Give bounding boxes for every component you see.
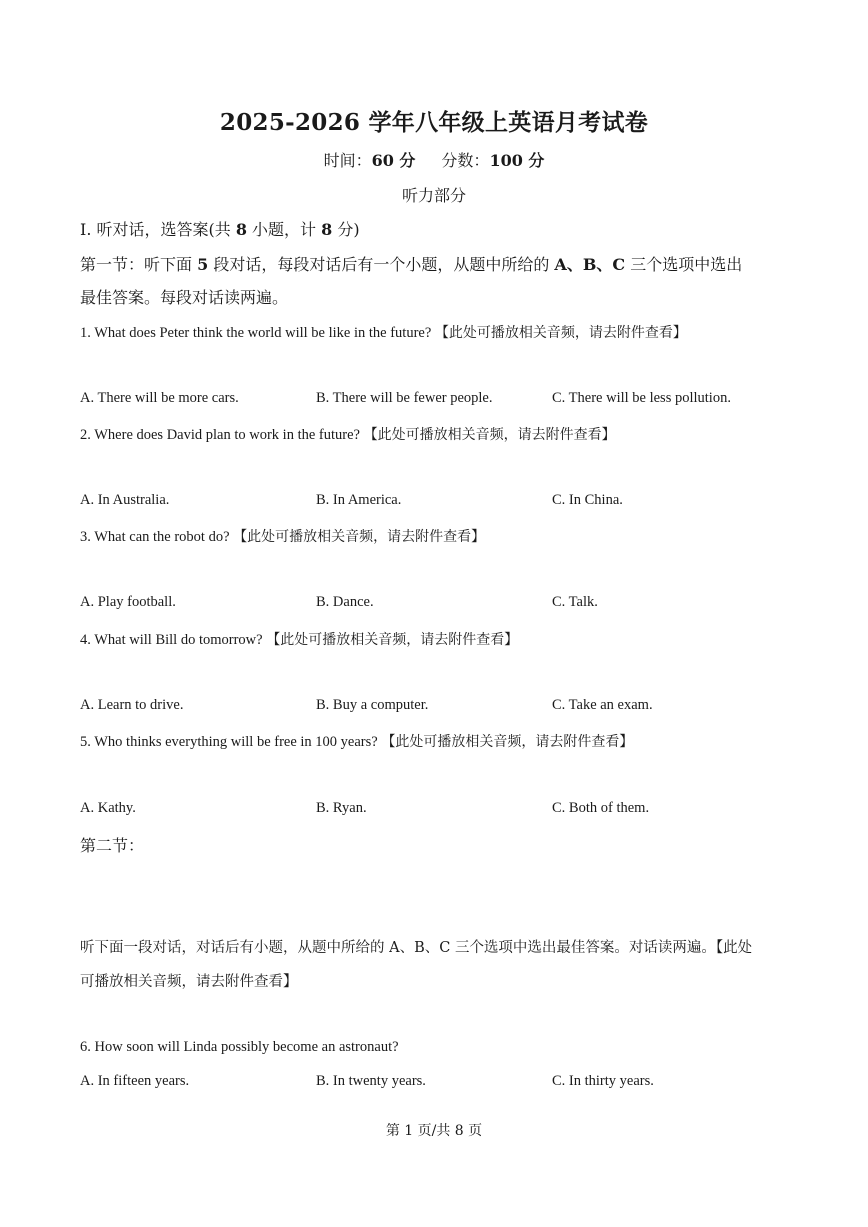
question-1-stem	[80, 322, 687, 342]
option-c: C. Take an exam.	[552, 697, 653, 713]
section1-heading-suffix: 分)	[332, 220, 360, 239]
intro-options: A、B、C	[554, 255, 626, 274]
question-6-stem: 6. How soon will Linda possibly become an astronaut?	[80, 1039, 399, 1055]
question-text: 1. What does Peter think the world will be like in the future?	[80, 325, 432, 341]
option-c: C. Both of them.	[552, 800, 650, 816]
time-value: 60 分	[371, 151, 416, 170]
option-a: A. Kathy.	[80, 800, 136, 816]
audio-placeholder: 【此处可播放相关音频，请去附件查看】	[233, 529, 486, 545]
exam-title: 2025-2026 学年八年级上英语月考试卷	[219, 109, 649, 136]
question-text: 2. Where does David plan to work in the future?	[80, 427, 360, 443]
question-text: 4. What will Bill do tomorrow?	[80, 632, 263, 648]
part-name: 听力部分	[401, 186, 466, 205]
page-number: 第 1 页/共 8 页	[385, 1123, 483, 1139]
audio-placeholder: 【此处可播放相关音频，请去附件查看】	[266, 632, 519, 648]
question-4-stem	[80, 629, 518, 649]
intro-count: 5	[197, 255, 209, 274]
score-label: 分数：	[441, 151, 490, 170]
option-b: B. In America.	[316, 492, 402, 508]
section1-heading-count: 8	[235, 220, 247, 239]
section1-heading-mid: 小题，计	[246, 220, 322, 239]
option-a: A. Play football.	[80, 594, 176, 610]
question-3-stem	[80, 526, 485, 546]
question-2-stem	[80, 424, 616, 444]
audio-placeholder: 【此处可播放相关音频，请去附件查看】	[381, 734, 634, 750]
section1-intro-line1	[80, 252, 742, 275]
section2-intro-line2: 可播放相关音频，请去附件查看】	[80, 974, 298, 990]
option-c: C. Talk.	[552, 594, 598, 610]
section1-heading-prefix: I. 听对话，选答案(共	[80, 220, 236, 239]
option-a: A. Learn to drive.	[80, 697, 184, 713]
option-b: B. Buy a computer.	[316, 697, 429, 713]
option-c: C. In China.	[552, 492, 623, 508]
exam-info	[0, 148, 868, 171]
option-a: A. In Australia.	[80, 492, 170, 508]
option-b: B. Dance.	[316, 594, 374, 610]
option-c: C. In thirty years.	[552, 1073, 654, 1089]
intro-text: 段对话，每段对话后有一个小题，从题中所给的	[208, 255, 555, 274]
option-b: B. There will be fewer people.	[316, 390, 493, 406]
section2-heading: 第二节：	[80, 836, 145, 855]
option-a: A. In fifteen years.	[80, 1073, 190, 1089]
option-b: B. In twenty years.	[316, 1073, 426, 1089]
section1-heading	[80, 217, 360, 240]
audio-placeholder: 【此处可播放相关音频，请去附件查看】	[434, 325, 687, 341]
section2-intro-line1: 听下面一段对话，对话后有小题，从题中所给的 A、B、C 三个选项中选出最佳答案。对话读两遍。【此处	[80, 940, 753, 956]
score-value: 100 分	[489, 151, 545, 170]
audio-placeholder: 【此处可播放相关音频，请去附件查看】	[363, 427, 616, 443]
section1-heading-score: 8	[321, 220, 333, 239]
section1-intro-line2: 最佳答案。每段对话读两遍。	[80, 288, 289, 307]
question-5-stem	[80, 731, 633, 751]
option-c: C. There will be less pollution.	[552, 390, 731, 406]
intro-text: 三个选项中选出	[625, 255, 743, 274]
intro-text: 第一节：听下面	[80, 255, 198, 274]
question-text: 3. What can the robot do?	[80, 529, 230, 545]
option-a: A. There will be more cars.	[80, 390, 239, 406]
option-b: B. Ryan.	[316, 800, 367, 816]
question-text: 5. Who thinks everything will be free in 100 years?	[80, 734, 378, 750]
time-label: 时间：	[323, 151, 372, 170]
